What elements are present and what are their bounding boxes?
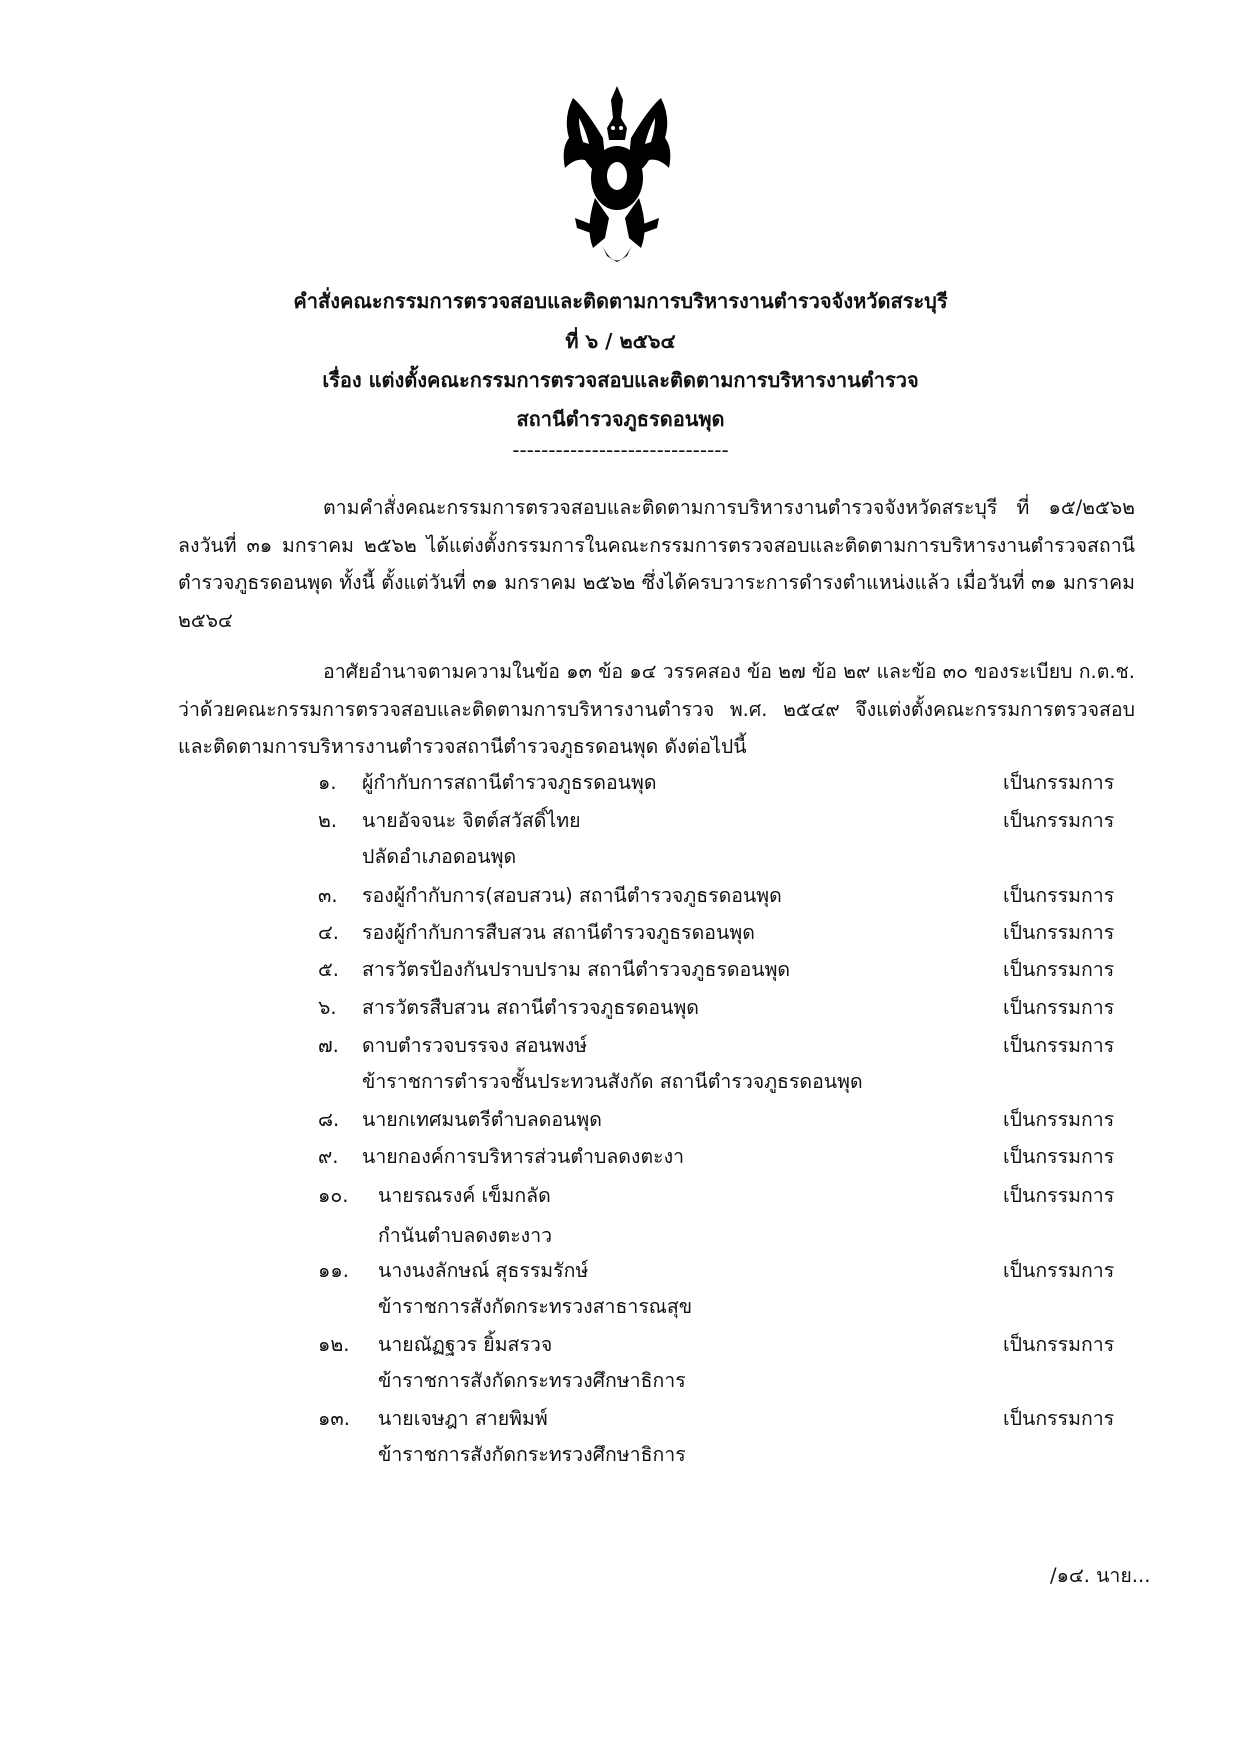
list-item <box>0 1104 1241 1140</box>
item-name: ดาบตำรวจบรรจง สอนพงษ์ <box>362 1034 588 1057</box>
item-name: นายรณรงค์ เข็มกลัด <box>378 1184 551 1207</box>
item-role: เป็นกรรมการ <box>1003 1333 1115 1356</box>
list-item <box>0 917 1241 953</box>
item-name: นายอัจจนะ จิตต์สวัสดิ์ไทย <box>362 809 581 832</box>
item-name: นายกเทศมนตรีตำบลดอนพุด <box>362 1108 602 1131</box>
item-name: นางนงลักษณ์ สุธรรมรักษ์ <box>378 1259 589 1282</box>
item-position: ข้าราชการสังกัดกระทรวงศึกษาธิการ <box>378 1369 686 1392</box>
item-name: รองผู้กำกับการ(สอบสวน) สถานีตำรวจภูธรดอนพุด <box>362 884 782 907</box>
list-item <box>0 1141 1241 1177</box>
item-number: ๕. <box>318 958 339 981</box>
item-position: กำนันตำบลดงตะงาว <box>378 1224 553 1247</box>
item-number: ๑๓. <box>318 1407 350 1430</box>
item-position: ปลัดอำเภอดอนพุด <box>362 845 517 868</box>
paragraph-2-text: อาศัยอำนาจตามความในข้อ ๑๓ ข้อ ๑๔ วรรคสอง ข้อ ๒๗ ข้อ ๒๙ และข้อ ๓๐ ของระเบียบ ก.ต.ช. ว่าด้วยคณะกรรมการตรวจสอบและติดตามการบริหารงานตำรวจ พ.ศ. ๒๕๔๙ จึงแต่งตั้งคณะกรรมการตรวจสอบและติดตามการบริหารงานตำรวจสถานีตำรวจภูธรดอนพุด ดังต่อไปนี้ <box>178 660 1135 758</box>
list-item <box>0 1329 1241 1392</box>
item-role: เป็นกรรมการ <box>1003 809 1115 832</box>
list-item <box>0 1180 1241 1247</box>
item-role: เป็นกรรมการ <box>1003 1259 1115 1282</box>
item-name: สารวัตรป้องกันปราบปราม สถานีตำรวจภูธรดอนพุด <box>362 958 791 981</box>
item-role: เป็นกรรมการ <box>1003 996 1115 1019</box>
item-role: เป็นกรรมการ <box>1003 1145 1115 1168</box>
item-number: ๓. <box>318 884 338 907</box>
item-position: ข้าราชการสังกัดกระทรวงสาธารณสุข <box>378 1295 693 1318</box>
document-title: คำสั่งคณะกรรมการตรวจสอบและติดตามการบริหารงานตำรวจจังหวัดสระบุรี <box>293 289 948 313</box>
item-number: ๑๑. <box>318 1259 349 1282</box>
list-item <box>0 992 1241 1028</box>
order-number: ที่ ๖ / ๒๕๖๔ <box>565 329 676 353</box>
item-name: นายเจษฎา สายพิมพ์ <box>378 1407 548 1430</box>
list-item <box>0 1403 1241 1466</box>
item-number: ๙. <box>318 1145 339 1168</box>
item-number: ๔. <box>318 921 339 944</box>
item-number: ๗. <box>318 1034 339 1057</box>
garuda-emblem-icon <box>555 78 680 278</box>
list-item <box>0 805 1241 868</box>
list-item <box>0 1255 1241 1318</box>
item-name: ผู้กำกับการสถานีตำรวจภูธรดอนพุด <box>362 771 657 794</box>
item-role: เป็นกรรมการ <box>1003 884 1115 907</box>
item-number: ๖. <box>318 996 337 1019</box>
item-number: ๒. <box>318 809 338 832</box>
item-role: เป็นกรรมการ <box>1003 771 1115 794</box>
list-item <box>0 767 1241 803</box>
item-name: สารวัตรสืบสวน สถานีตำรวจภูธรดอนพุด <box>362 996 699 1019</box>
list-item <box>0 880 1241 916</box>
item-number: ๘. <box>318 1108 340 1131</box>
page-continuation: /๑๔. นาย... <box>1050 1564 1151 1587</box>
item-number: ๑๐. <box>318 1184 349 1207</box>
paragraph-1 <box>178 489 1135 639</box>
item-name: นายณัฏฐวร ยิ้มสรวจ <box>378 1333 553 1356</box>
item-number: ๑. <box>318 771 337 794</box>
item-role: เป็นกรรมการ <box>1003 1108 1115 1131</box>
item-position: ข้าราชการสังกัดกระทรวงศึกษาธิการ <box>378 1443 686 1466</box>
paragraph-2 <box>178 653 1135 766</box>
item-role: เป็นกรรมการ <box>1003 958 1115 981</box>
item-number: ๑๒. <box>318 1333 350 1356</box>
item-name: นายกองค์การบริหารส่วนตำบลดงตะงา <box>362 1145 685 1168</box>
item-role: เป็นกรรมการ <box>1003 1184 1115 1207</box>
subject-line-1: เรื่อง แต่งตั้งคณะกรรมการตรวจสอบและติดตามการบริหารงานตำรวจ <box>322 368 919 392</box>
item-role: เป็นกรรมการ <box>1003 921 1115 944</box>
item-role: เป็นกรรมการ <box>1003 1034 1115 1057</box>
item-role: เป็นกรรมการ <box>1003 1407 1115 1430</box>
subject-line-2: สถานีตำรวจภูธรดอนพุด <box>516 407 725 431</box>
separator-line: ------------------------------ <box>512 438 729 462</box>
paragraph-1-text: ตามคำสั่งคณะกรรมการตรวจสอบและติดตามการบริหารงานตำรวจจังหวัดสระบุรี ที่ ๑๕/๒๕๖๒ ลงวันที่ ๓๑ มกราคม ๒๕๖๒ ได้แต่งตั้งกรรมการในคณะกรรมการตรวจสอบและติดตามการบริหารงานตำรวจสถานีตำรวจภูธรดอนพุด ทั้งนี้ ตั้งแต่วันที่ ๓๑ มกราคม ๒๕๖๒ ซึ่งได้ครบวาระการดำรงตำแหน่งแล้ว เมื่อวันที่ ๓๑ มกราคม ๒๕๖๔ <box>178 496 1135 632</box>
item-position: ข้าราชการตำรวจชั้นประทวนสังกัด สถานีตำรวจภูธรดอนพุด <box>362 1070 863 1093</box>
list-item <box>0 954 1241 990</box>
list-item <box>0 1030 1241 1093</box>
item-name: รองผู้กำกับการสืบสวน สถานีตำรวจภูธรดอนพุด <box>362 921 755 944</box>
